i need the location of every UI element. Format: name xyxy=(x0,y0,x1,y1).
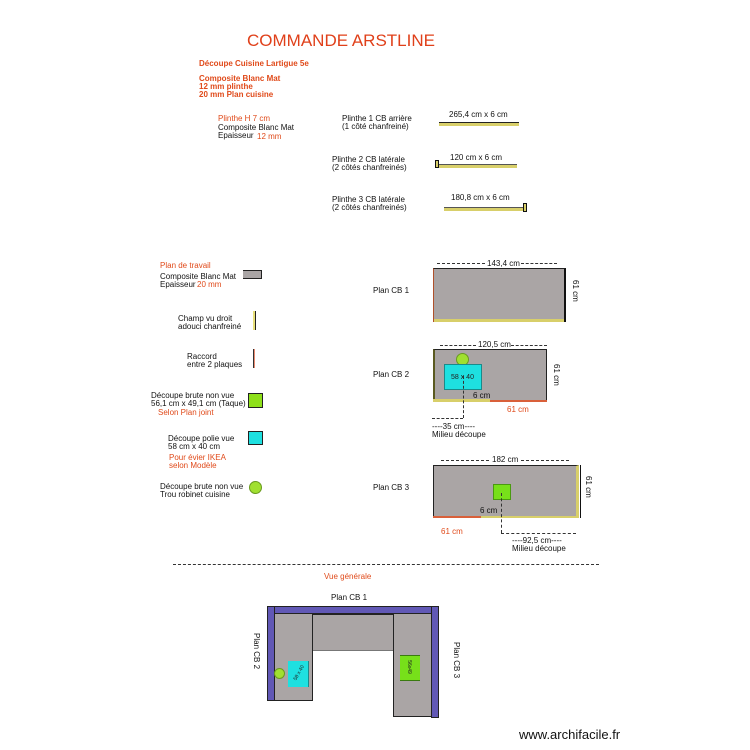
overview-back-plinth xyxy=(267,606,439,614)
plinth-legend-title: Plinthe H 7 cm xyxy=(218,114,271,123)
plan-cb3-center-label: Milieu découpe xyxy=(512,544,566,553)
legend-tap-line2: Trou robinet cuisine xyxy=(160,490,230,499)
overview-title: Vue générale xyxy=(324,572,372,581)
worktop-legend-thickness-label: Epaisseur xyxy=(160,280,196,289)
legend-hob-note: Selon Plan joint xyxy=(158,408,214,417)
center-line xyxy=(501,493,502,533)
legend-edge-line1: Champ vu droit xyxy=(178,314,233,323)
red-edge-icon xyxy=(253,349,255,368)
plinth-1-shape xyxy=(439,122,519,126)
plinth-legend-material: Composite Blanc Mat xyxy=(218,123,295,132)
plan-cb3-width: 182 cm xyxy=(492,455,519,464)
legend-sink-line1: Découpe polie vue xyxy=(168,434,235,443)
plan-cb2-joint-edge xyxy=(490,400,547,402)
material-line-3: 20 mm Plan cuisine xyxy=(199,90,274,99)
dimension-line xyxy=(437,263,485,264)
plinth-3-shape xyxy=(444,207,524,211)
plinth-2-note: (2 côtés chanfreinés) xyxy=(332,163,407,172)
worktop-legend-material: Composite Blanc Mat xyxy=(160,272,237,281)
sink-cutout-label: 58 x 40 xyxy=(451,374,474,381)
dimension-line xyxy=(440,345,476,346)
legend-sink-note1: Pour évier IKEA xyxy=(169,453,226,462)
legend-sink-note2: selon Modèle xyxy=(169,461,217,470)
plinth-3-dimension: 180,8 cm x 6 cm xyxy=(451,193,510,202)
legend-edge-line2: adouci chanfreiné xyxy=(178,322,242,331)
legend-joint-line1: Raccord xyxy=(187,352,217,361)
plinth-3-end-cap xyxy=(523,203,527,212)
page-title: COMMANDE ARSTLINE xyxy=(247,31,435,50)
hob-cutout xyxy=(493,484,511,500)
plan-cb3-joint-edge xyxy=(433,516,481,518)
legend-joint-line2: entre 2 plaques xyxy=(187,360,243,369)
plan-cb3-depth: 61 cm xyxy=(584,476,593,498)
overview-cb1-board xyxy=(313,614,393,651)
center-line xyxy=(501,533,576,534)
dimension-line xyxy=(521,263,557,264)
section-separator xyxy=(173,564,599,565)
plinth-3-note: (2 côtés chanfreinés) xyxy=(332,203,407,212)
plinth-1-dimension: 265,4 cm x 6 cm xyxy=(449,110,508,119)
plinth-2-name: Plinthe 2 CB latérale xyxy=(332,155,405,164)
legend-tap-line1: Découpe brute non vue xyxy=(160,482,244,491)
worktop-legend-thickness-value: 20 mm xyxy=(197,280,222,289)
worktop-legend-title: Plan de travail xyxy=(160,261,211,270)
plinth-legend-thickness-value: 12 mm xyxy=(257,132,282,141)
overview-hob-label: 56x49 xyxy=(405,660,412,674)
overview-cb1-label: Plan CB 1 xyxy=(331,593,368,602)
plan-cb2-depth: 61 cm xyxy=(552,364,561,386)
plan-cb1-board xyxy=(433,268,566,322)
plan-cb1-width: 143,4 cm xyxy=(487,259,520,268)
cyan-square-icon xyxy=(248,431,263,445)
yellow-edge-icon xyxy=(253,311,256,330)
plan-cb2-width: 120,5 cm xyxy=(478,340,511,349)
plan-cb3-label: Plan CB 3 xyxy=(373,483,410,492)
overview-sink-cutout xyxy=(288,661,309,687)
plinth-2-end-cap xyxy=(435,160,439,168)
plan-cb2-center-offset: ----35 cm---- xyxy=(432,422,476,431)
dimension-line xyxy=(521,460,569,461)
worktop-swatch xyxy=(243,270,262,279)
subtitle: Découpe Cuisine Lartigue 5e xyxy=(199,59,309,68)
plan-cb1-label: Plan CB 1 xyxy=(373,286,410,295)
plan-cb2-label: Plan CB 2 xyxy=(373,370,410,379)
overview-cb2-label: Plan CB 2 xyxy=(252,633,261,670)
material-line-1: Composite Blanc Mat xyxy=(199,74,281,83)
overview-cb2-board xyxy=(275,614,313,701)
plan-cb1-depth: 61 cm xyxy=(571,280,580,302)
plan-cb1-front-edge xyxy=(434,319,564,322)
green-circle-icon xyxy=(249,481,262,494)
overview-tap-hole-icon xyxy=(274,668,285,679)
plan-cb2-joint: 61 cm xyxy=(507,405,529,414)
plinth-legend-thickness-label: Epaisseur xyxy=(218,131,254,140)
plinth-1-name: Plinthe 1 CB arrière xyxy=(342,114,412,123)
plinth-2-shape xyxy=(437,164,517,168)
overview-right-plinth xyxy=(431,606,439,718)
legend-hob-line2: 56,1 cm x 49,1 cm (Taque) xyxy=(151,399,246,408)
plinth-3-name: Plinthe 3 CB latérale xyxy=(332,195,405,204)
legend-hob-line1: Découpe brute non vue xyxy=(151,391,235,400)
legend-sink-line2: 58 cm x 40 cm xyxy=(168,442,221,451)
overview-sink-label: 58 x 40 xyxy=(292,664,306,682)
plan-cb2-center-label: Milieu découpe xyxy=(432,430,486,439)
dimension-line xyxy=(441,460,489,461)
plan-cb3-front-edge xyxy=(481,516,579,518)
overview-left-plinth xyxy=(267,606,275,701)
plan-cb3-joint: 61 cm xyxy=(441,527,463,536)
plan-cb3-edge-offset: 6 cm xyxy=(480,506,498,515)
material-line-2: 12 mm plinthe xyxy=(199,82,253,91)
dimension-line xyxy=(511,345,547,346)
center-line xyxy=(432,418,463,419)
green-square-icon xyxy=(248,393,263,408)
plan-cb3-center-offset: ----92,5 cm---- xyxy=(512,536,562,545)
watermark: www.archifacile.fr xyxy=(519,727,621,742)
center-line xyxy=(463,376,464,418)
overview-cb3-label: Plan CB 3 xyxy=(452,642,461,679)
plan-cb2-edge-offset: 6 cm xyxy=(473,391,491,400)
plinth-2-dimension: 120 cm x 6 cm xyxy=(450,153,503,162)
overview-hob-cutout xyxy=(400,655,420,681)
plan-cb3-side-edge-line xyxy=(580,465,581,518)
plinth-1-note: (1 côté chanfreiné) xyxy=(342,122,409,131)
